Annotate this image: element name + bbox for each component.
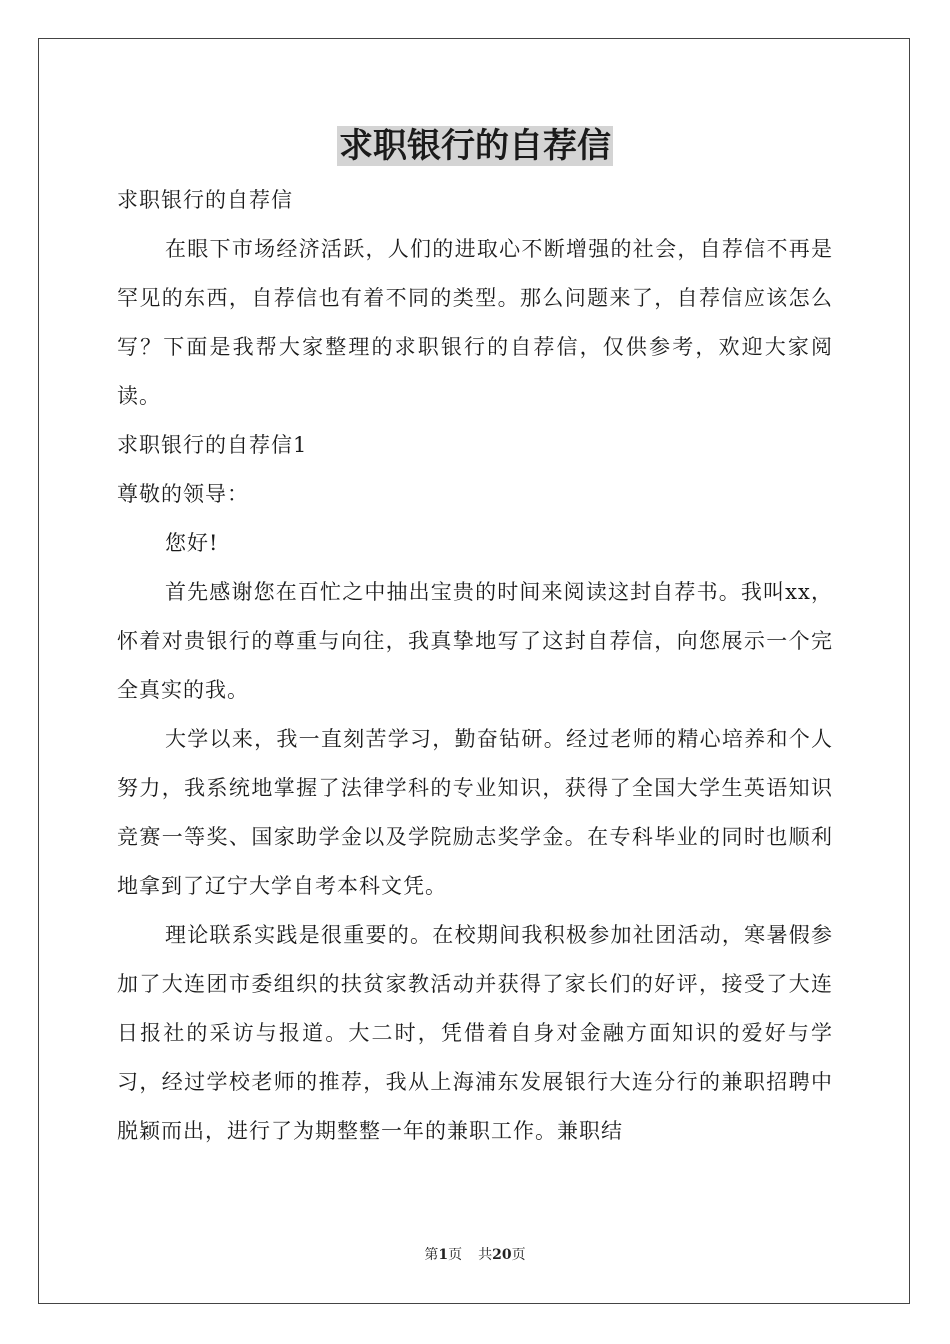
document-title-text: 求职银行的自荐信 (339, 126, 611, 166)
total-count: 20 (492, 1247, 512, 1263)
total-suffix: 页 (511, 1247, 526, 1263)
page-suffix: 页 (448, 1247, 463, 1263)
body-paragraph: 大学以来，我一直刻苦学习，勤奋钻研。经过老师的精心培养和个人努力，我系统地掌握了法律学科的专业知识，获得了全国大学生英语知识竞赛一等奖、国家助学金以及学院励志奖学金。在专科毕业的同时也顺利地拿到了辽宁大学自考本科文凭。 (117, 727, 833, 898)
page-current: 1 (438, 1247, 449, 1263)
document-body (117, 176, 833, 1156)
total-prefix: 共 (478, 1247, 493, 1263)
body-paragraph: 尊敬的领导： (117, 482, 249, 506)
page-number (424, 1247, 462, 1263)
page-total (478, 1247, 525, 1263)
body-paragraph: 求职银行的自荐信1 (117, 433, 308, 457)
body-paragraph: 在眼下市场经济活跃，人们的进取心不断增强的社会，自荐信不再是罕见的东西，自荐信也有着不同的类型。那么问题来了，自荐信应该怎么写？下面是我帮大家整理的求职银行的自荐信，仅供参考，欢迎大家阅读。 (117, 237, 833, 408)
page-footer (0, 1245, 950, 1265)
document-title (0, 124, 950, 168)
body-paragraph: 首先感谢您在百忙之中抽出宝贵的时间来阅读这封自荐书。我叫xx，怀着对贵银行的尊重与向往，我真挚地写了这封自荐信，向您展示一个完全真实的我。 (117, 580, 833, 702)
body-paragraph: 您好! (165, 531, 219, 555)
body-paragraph: 求职银行的自荐信 (117, 188, 293, 212)
page-prefix: 第 (424, 1247, 439, 1263)
body-paragraph: 理论联系实践是很重要的。在校期间我积极参加社团活动，寒暑假参加了大连团市委组织的扶贫家教活动并获得了家长们的好评，接受了大连日报社的采访与报道。大二时，凭借着自身对金融方面知识的爱好与学习，经过学校老师的推荐，我从上海浦东发展银行大连分行的兼职招聘中脱颖而出，进行了为期整整一年的兼职工作。兼职结 (117, 923, 833, 1143)
